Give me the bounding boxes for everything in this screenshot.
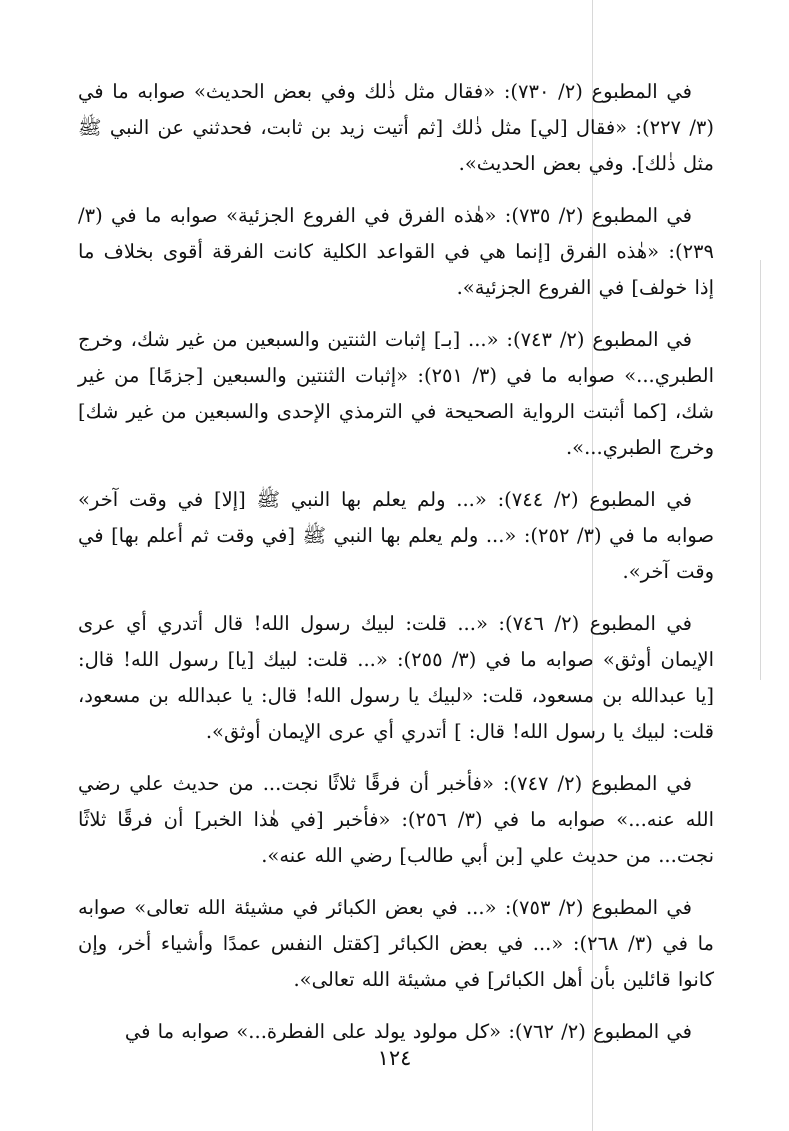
paragraph-7: في المطبوع (٢/ ٧٥٣): «... في بعض الكبائر في مشيئة الله تعالى» صوابه ما في (٣/ ٢٦٨): «... في بعض الكبائر [كقتل النفس عمدًا وأشياء أخر، وإن كانوا قائلين بأن أهل الكبائر] في مشيئة الله تعالى». [78, 896, 714, 991]
page-number: ١٢٤ [377, 1046, 412, 1070]
paragraph-6: في المطبوع (٢/ ٧٤٧): «فأخبر أن فرقًا ثلاثًا نجت... من حديث علي رضي الله عنه...» صوابه ما في (٣/ ٢٥٦): «فأخبر [في هٰذا الخبر] أن فرقًا ثلاثًا نجت... من حديث علي [بن أبي طالب] رضي الله عنه». [78, 772, 714, 867]
scan-edge-line-faint [760, 260, 761, 680]
paragraph-5: في المطبوع (٢/ ٧٤٦): «... قلت: لبيك رسول الله! قال أتدري أي عرى الإيمان أوثق» صوابه ما في (٣/ ٢٥٥): «... قلت: لبيك [يا] رسول الله! قال: [يا عبدالله بن مسعود، قلت: «لبيك يا رسول الله! قال: يا عبدالله بن مسعود، قلت: لبيك يا رسول الله! قال: ] أتدري أي عرى الإيمان أوثق». [78, 612, 714, 743]
paragraph-1: في المطبوع (٢/ ٧٣٠): «فقال مثل ذٰلك وفي بعض الحديث» صوابه ما في (٣/ ٢٢٧): «فقال [لي] مثل ذٰلك [ثم أتيت زيد بن ثابت، فحدثني عن النبي ﷺ مثل ذٰلك]. وفي بعض الحديث». [78, 80, 714, 175]
paragraph-3: في المطبوع (٢/ ٧٤٣): «... [بـ] إثبات الثنتين والسبعين من غير شك، وخرج الطبري...» صوابه ما في (٣/ ٢٥١): «إثبات الثنتين والسبعين [جزمًا] من غير شك، [كما أثبتت الرواية الصحيحة في الترمذي الإحدى والسبعين من غير شك] وخرج الطبري...». [78, 328, 714, 459]
paragraph-4: في المطبوع (٢/ ٧٤٤): «... ولم يعلم بها النبي ﷺ [إلا] في وقت آخر» صوابه ما في (٣/ ٢٥٢): «... ولم يعلم بها النبي ﷺ [في وقت ثم أعلم بها] في وقت آخر». [78, 488, 714, 583]
paragraph-2: في المطبوع (٢/ ٧٣٥): «هٰذه الفرق في الفروع الجزئية» صوابه ما في (٣/ ٢٣٩): «هٰذه الفرق [إنما هي في القواعد الكلية كانت الفرقة أقوى بخلاف ما إذا خولف] في الفروع الجزئية». [78, 204, 714, 299]
paragraph-8: في المطبوع (٢/ ٧٦٢): «كل مولود يولد على الفطرة...» صوابه ما في [124, 1020, 692, 1043]
page-body [78, 74, 714, 1066]
